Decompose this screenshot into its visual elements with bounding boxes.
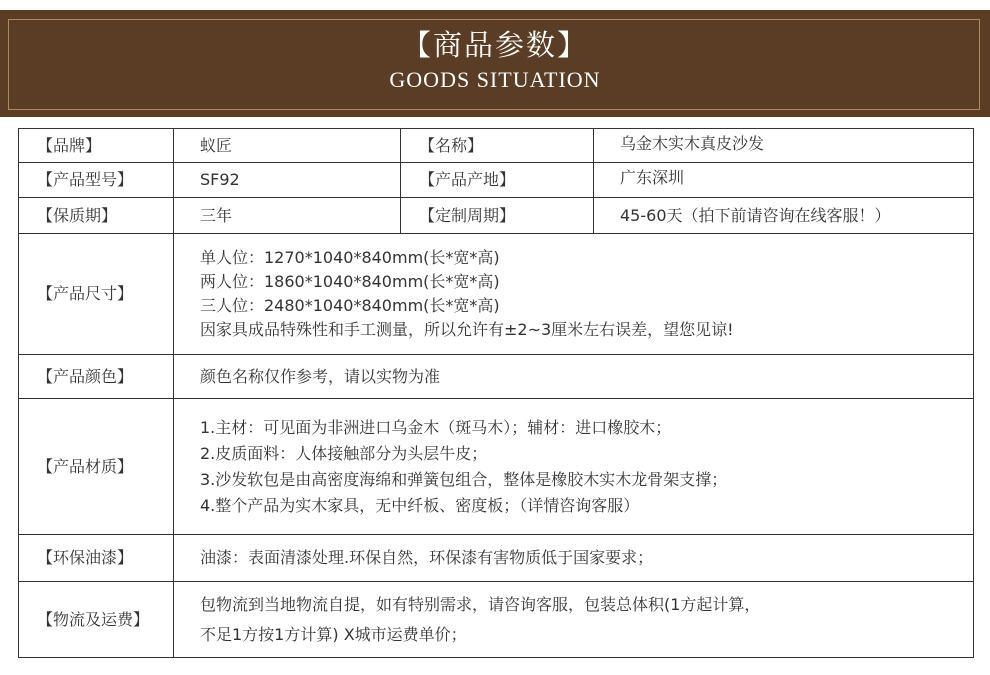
size-value bbox=[174, 234, 974, 355]
color-label: 【产品颜色】 bbox=[19, 355, 174, 399]
material-line: 4.整个产品为实木家具，无中纤板、密度板；（详情咨询客服） bbox=[200, 495, 640, 515]
size-line: 三人位：2480*1040*840mm(长*宽*高) bbox=[200, 296, 500, 315]
params-table bbox=[18, 128, 974, 658]
warranty-label: 【保质期】 bbox=[19, 198, 174, 234]
brand-value: 蚁匠 bbox=[174, 129, 401, 163]
row-paint bbox=[19, 535, 974, 582]
material-line: 2.皮质面料：人体接触部分为头层牛皮； bbox=[200, 443, 488, 463]
model-label: 【产品型号】 bbox=[19, 163, 174, 198]
material-label: 【产品材质】 bbox=[19, 399, 174, 535]
row-color bbox=[19, 355, 974, 399]
warranty-value: 三年 bbox=[174, 198, 401, 234]
origin-label: 【产品产地】 bbox=[401, 163, 594, 198]
row-brand bbox=[19, 129, 974, 163]
size-line: 单人位：1270*1040*840mm(长*宽*高) bbox=[200, 248, 500, 267]
row-material bbox=[19, 399, 974, 535]
logistics-label: 【物流及运费】 bbox=[19, 582, 174, 658]
material-line: 1.主材：可见面为非洲进口乌金木（斑马木）；辅材：进口橡胶木； bbox=[200, 417, 672, 437]
color-value: 颜色名称仅作参考，请以实物为准 bbox=[174, 355, 974, 399]
logistics-value bbox=[174, 582, 974, 658]
origin-value: 广东深圳 bbox=[594, 163, 974, 198]
custom-period-label: 【定制周期】 bbox=[401, 198, 594, 234]
name-label: 【名称】 bbox=[401, 129, 594, 163]
row-warranty bbox=[19, 198, 974, 234]
size-line: 两人位：1860*1040*840mm(长*宽*高) bbox=[200, 272, 500, 291]
material-line: 3.沙发软包是由高密度海绵和弹簧包组合，整体是橡胶木实木龙骨架支撑； bbox=[200, 469, 728, 489]
material-value bbox=[174, 399, 974, 535]
header-banner bbox=[0, 10, 990, 117]
row-size bbox=[19, 234, 974, 355]
size-label: 【产品尺寸】 bbox=[19, 234, 174, 355]
name-value: 乌金木实木真皮沙发 bbox=[594, 129, 974, 163]
model-value: SF92 bbox=[174, 163, 401, 198]
header-subtitle: GOODS SITUATION bbox=[389, 67, 601, 92]
size-note: 因家具成品特殊性和手工测量，所以允许有±2~3厘米左右误差，望您见谅! bbox=[200, 320, 734, 339]
paint-value: 油漆：表面清漆处理.环保自然，环保漆有害物质低于国家要求； bbox=[174, 535, 974, 582]
header-title: 【商品参数】 bbox=[401, 28, 588, 62]
row-model bbox=[19, 163, 974, 198]
logistics-line: 不足1方按1方计算) X城市运费单价； bbox=[200, 624, 467, 644]
brand-label: 【品牌】 bbox=[19, 129, 174, 163]
logistics-line: 包物流到当地物流自提，如有特别需求，请咨询客服，包装总体积(1方起计算， bbox=[200, 594, 761, 614]
custom-period-value: 45-60天（拍下前请咨询在线客服！） bbox=[594, 198, 974, 234]
row-logistics bbox=[19, 582, 974, 658]
paint-label: 【环保油漆】 bbox=[19, 535, 174, 582]
